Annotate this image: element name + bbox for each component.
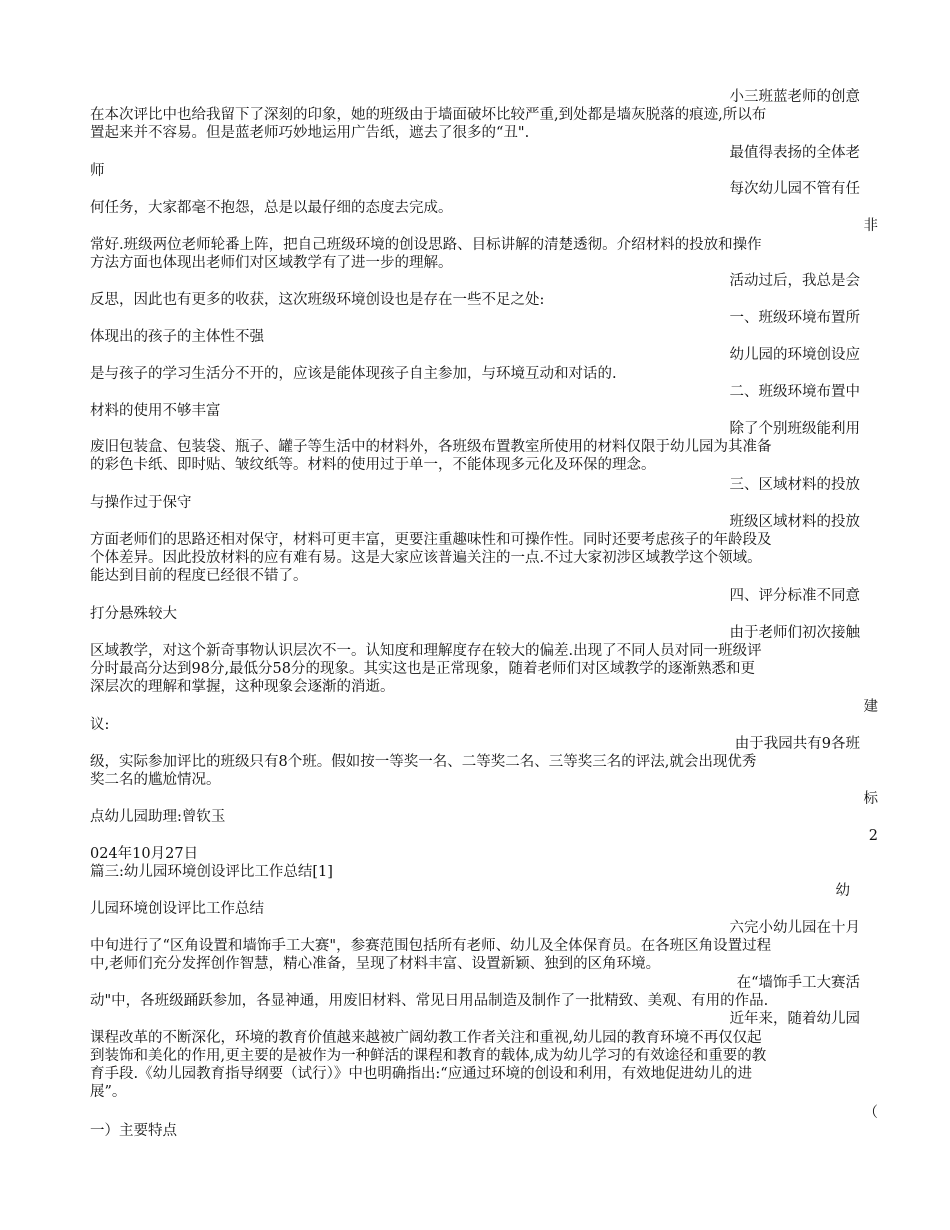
- text-line: 在“墙饰手工大赛活: [736, 975, 860, 991]
- text-line: 由于我园共有9各班: [734, 736, 860, 752]
- text-line: 级，实际参加评比的班级只有8个班。假如按一等奖一名、二等奖二名、三等奖三名的评法,就会出现优秀: [90, 754, 757, 770]
- text-line: 深层次的理解和掌握，这种现象会逐渐的消逝。: [90, 679, 395, 695]
- text-line: 2: [868, 828, 878, 844]
- text-line: 材料的使用不够丰富: [90, 403, 221, 419]
- text-line: 的彩色卡纸、即时贴、皱纹纸等。材料的使用过于单一，不能体现多元化及环保的理念。: [90, 457, 656, 473]
- text-line: 废旧包装盒、包装袋、瓶子、罐子等生活中的材料外，各班级布置教室所使用的材料仅限于幼儿园为其准备: [90, 439, 772, 455]
- text-line: 小三班蓝老师的创意: [729, 89, 860, 105]
- text-line: 反思，因此也有更多的收获，这次班级环境创设也是存在一些不足之处:: [90, 292, 545, 308]
- text-line: 中,老师们充分发挥创作智慧，精心准备，呈现了材料丰富、设置新颖、独到的区角环境。: [90, 956, 661, 972]
- text-line: 奖二名的尴尬情况。: [90, 772, 221, 788]
- text-line: 动"中，各班级踊跃参加，各显神通，用废旧材料、常见日用品制造及制作了一批精致、美观、有用的作品.: [90, 993, 769, 1009]
- text-line: 课程改革的不断深化，环境的教育价值越来越被广阔幼教工作者关注和重视,幼儿园的教育环境不再仅仅起: [90, 1030, 762, 1046]
- text-line: 024年10月27日: [90, 846, 199, 862]
- text-line: 四、评分标准不同意: [729, 588, 860, 604]
- text-line: 活动过后，我总是会: [729, 273, 860, 289]
- text-line: 篇三:幼儿园环境创设评比工作总结[1]: [90, 864, 333, 880]
- text-line: 师: [90, 163, 105, 179]
- text-line: 标: [863, 791, 878, 807]
- text-line: 展”。: [90, 1084, 127, 1100]
- text-line: 到装饰和美化的作用,更主要的是被作为一种鲜活的课程和教育的载体,成为幼儿学习的有效途径和重要的教: [90, 1048, 767, 1064]
- text-line: 建: [863, 699, 878, 715]
- text-line: 分时最高分达到98分,最低分58分的现象。其实这也是正常现象，随着老师们对区域教学的逐渐熟悉和更: [90, 661, 756, 677]
- text-line: 班级区域材料的投放: [729, 514, 860, 530]
- text-line: 幼儿园的环境创设应: [729, 347, 860, 363]
- text-line: 儿园环境创设评比工作总结: [90, 901, 264, 917]
- text-line: 非: [863, 218, 878, 234]
- text-line: 议:: [90, 717, 110, 733]
- text-line: 幼: [835, 883, 850, 899]
- text-line: 点幼儿园助理:曾钦玉: [90, 809, 226, 825]
- text-line: 方法方面也体现出老师们对区域教学有了进一步的理解。: [90, 255, 453, 271]
- text-line: 能达到目前的程度已经很不错了。: [90, 568, 308, 584]
- text-line: 除了个别班级能利用: [729, 421, 860, 437]
- text-line: 打分悬殊较大: [90, 606, 177, 622]
- text-line: 一、班级环境布置所: [729, 310, 860, 326]
- text-line: 六完小幼儿园在十月: [729, 920, 860, 936]
- text-line: 是与孩子的学习生活分不开的，应该是能体现孩子自主参加，与环境互动和对话的.: [90, 366, 617, 382]
- text-line: 近年来，随着幼儿园: [729, 1011, 860, 1027]
- text-line: 中旬进行了“区角设置和墙饰手工大赛"，参赛范围包括所有老师、幼儿及全体保育员。在各班区角设置过程: [90, 938, 772, 954]
- text-line: 置起来并不容易。但是蓝老师巧妙地运用广告纸，遮去了很多的“丑".: [90, 125, 530, 141]
- text-line: 个体差异。因此投放材料的应有难有易。这是大家应该普遍关注的一点.不过大家初涉区域教学这个领域。: [90, 550, 762, 566]
- text-line: 由于老师们初次接触: [729, 625, 860, 641]
- text-line: 一）主要特点: [90, 1123, 177, 1139]
- text-line: 体现出的孩子的主体性不强: [90, 329, 264, 345]
- text-line: 何任务，大家都毫不抱怨，总是以最仔细的态度去完成。: [90, 200, 453, 216]
- text-line: 与操作过于保守: [90, 495, 192, 511]
- text-line: 三、区域材料的投放: [729, 477, 860, 493]
- text-line: （: [863, 1105, 878, 1121]
- text-line: 每次幼儿园不管有任: [729, 181, 860, 197]
- text-line: 最值得表扬的全体老: [729, 145, 860, 161]
- text-line: 二、班级环境布置中: [729, 384, 860, 400]
- text-line: 育手段.《幼儿园教育指导纲要（试行）》中也明确指出:“应通过环境的创设和利用，有效地促进幼儿的进: [90, 1066, 753, 1082]
- text-line: 常好.班级两位老师轮番上阵，把自己班级环境的创设思路、目标讲解的清楚透彻。介绍材料的投放和操作: [90, 237, 762, 253]
- text-line: 方面老师们的思路还相对保守，材料可更丰富，更要注重趣味性和可操作性。同时还要考虑孩子的年龄段及: [90, 532, 772, 548]
- text-line: 区域教学，对这个新奇事物认识层次不一。认知度和理解度存在较大的偏差.出现了不同人员对同一班级评: [90, 643, 762, 659]
- text-line: 在本次评比中也给我留下了深刻的印象，她的班级由于墙面破坏比较严重,到处都是墙灰脱落的痕迹,所以布: [90, 107, 767, 123]
